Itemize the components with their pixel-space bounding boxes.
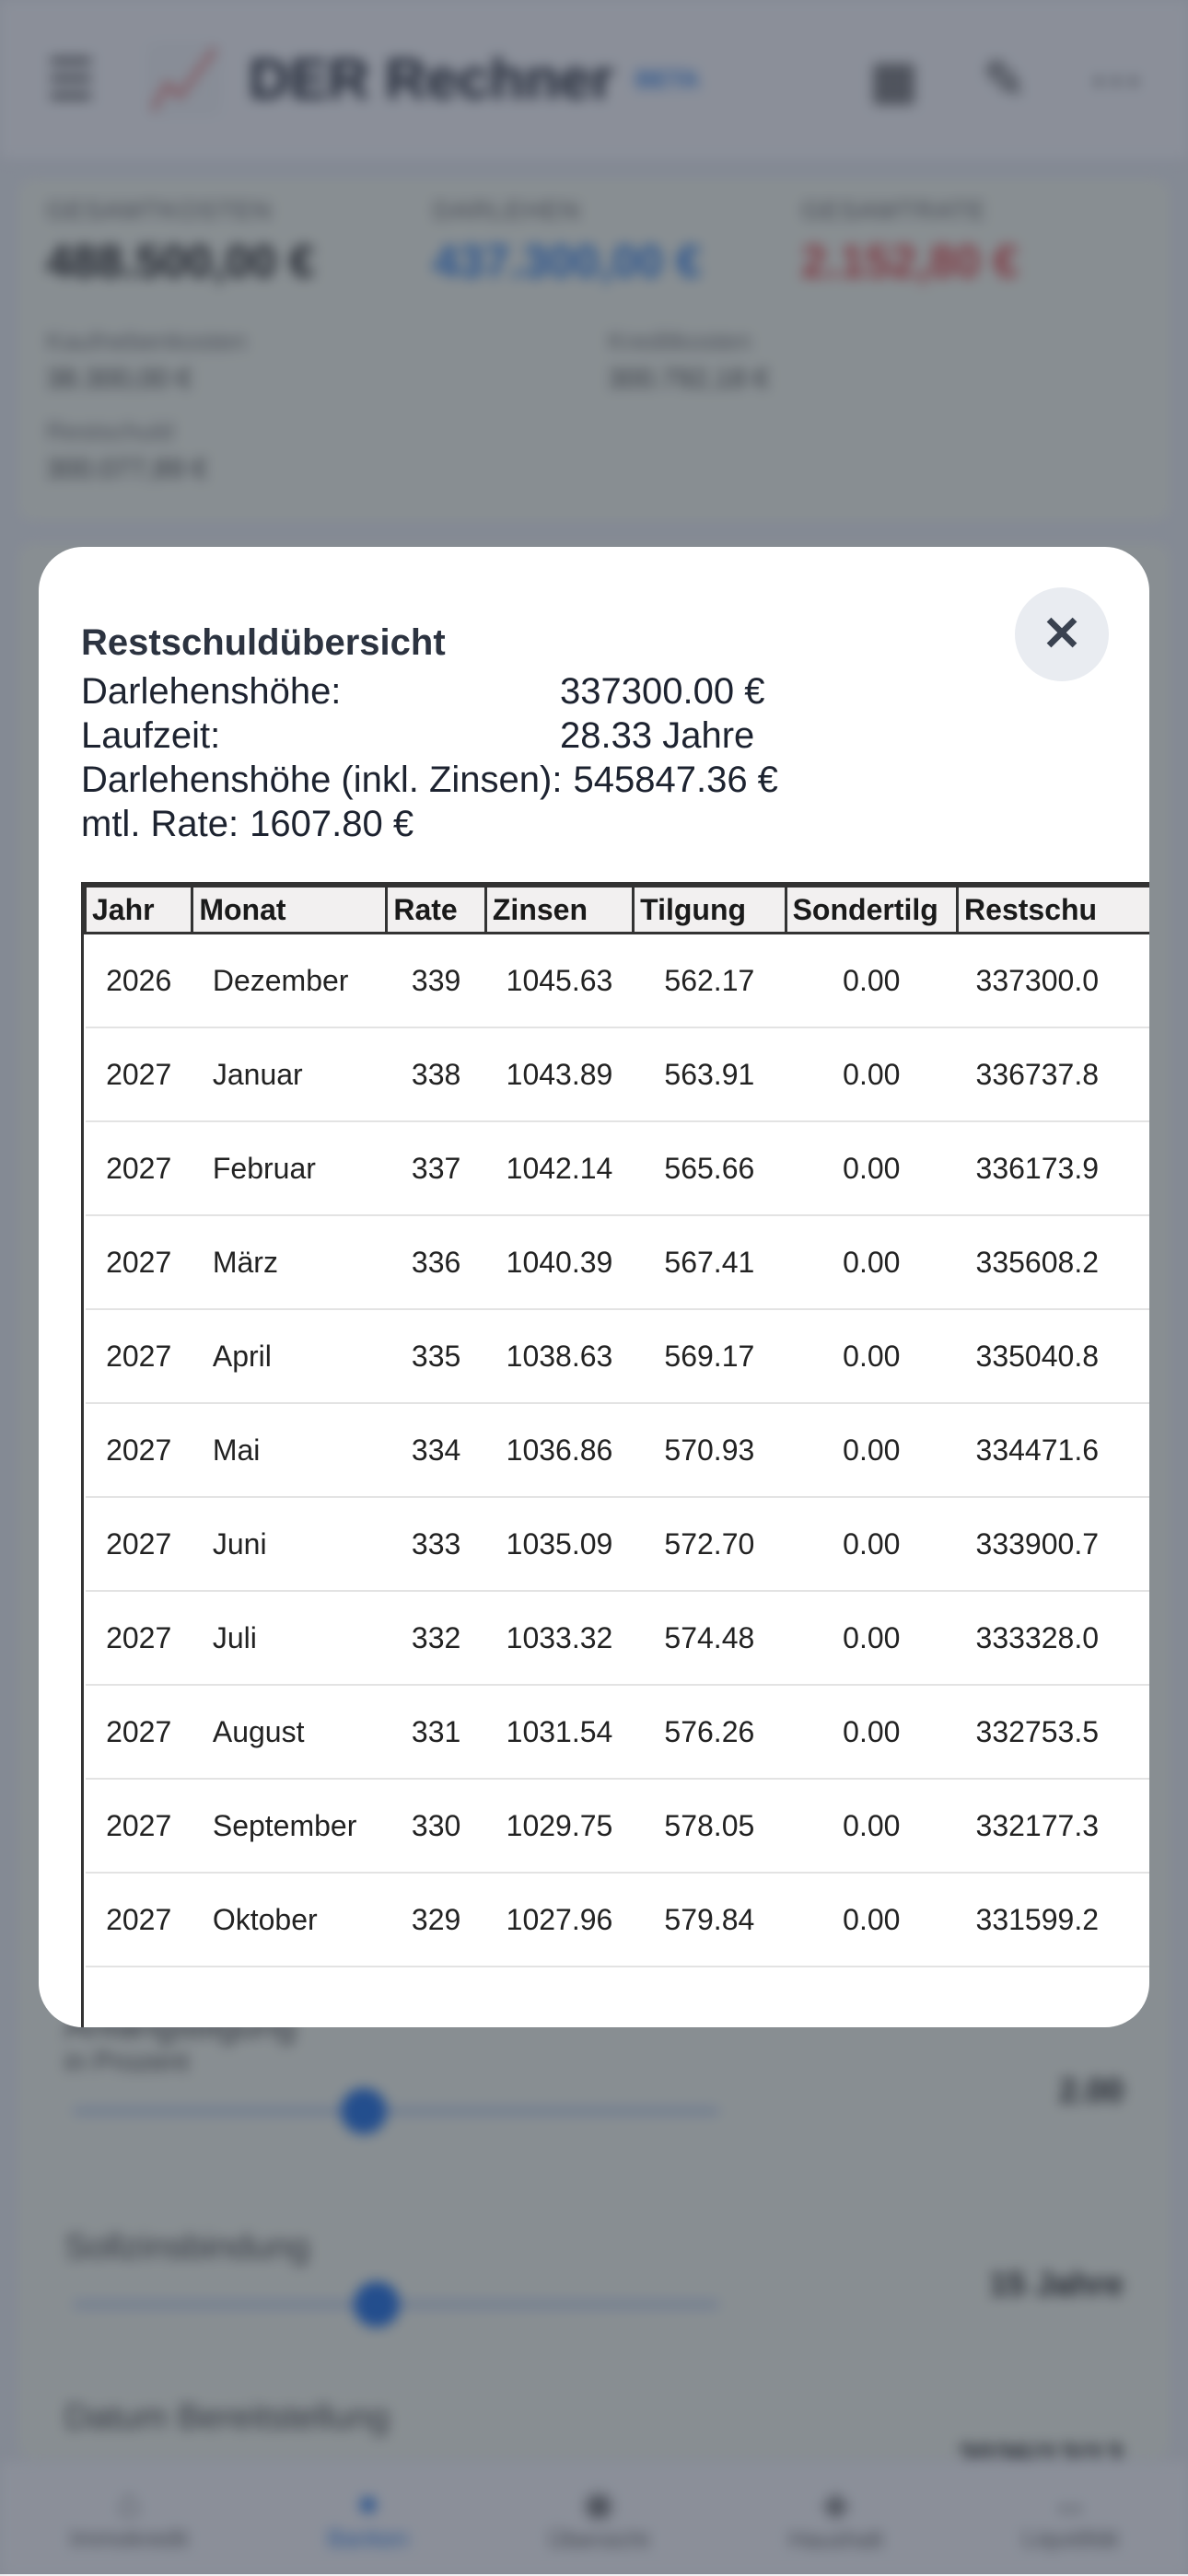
table-row: [86, 934, 1150, 1028]
cell-tilgung: 578.05: [634, 1779, 786, 1873]
cell-zinsen: 1031.54: [485, 1685, 633, 1779]
cell-sondertilgung: 0.00: [786, 1779, 957, 1873]
cell-monat: Mai: [192, 1403, 387, 1497]
header-restschuld: Restschu: [958, 887, 1149, 934]
header-sondertilgung: Sondertilg: [786, 887, 957, 934]
table-row: [86, 1779, 1150, 1873]
rate-label: mtl. Rate:: [81, 804, 239, 844]
table-row: [86, 1497, 1150, 1591]
cell-rate: 331: [387, 1685, 486, 1779]
cell-tilgung: 567.41: [634, 1215, 786, 1309]
table-row: [86, 1873, 1150, 1967]
darlehenshoehe-value: 337300.00 €: [560, 671, 765, 712]
cell-zinsen: 1027.96: [485, 1873, 633, 1967]
cell-zinsen: 1036.86: [485, 1403, 633, 1497]
table-row: [86, 1121, 1150, 1215]
cell-zinsen: 1029.75: [485, 1779, 633, 1873]
cell-rate: 333: [387, 1497, 486, 1591]
cell-tilgung: 574.48: [634, 1591, 786, 1685]
cell-monat: August: [192, 1685, 387, 1779]
header-monat: Monat: [192, 887, 387, 934]
cell-jahr: 2027: [86, 1121, 192, 1215]
darlehenshoehe-row: [81, 669, 778, 714]
cell-restschuld: 336737.8: [958, 1027, 1149, 1121]
table-row: [86, 1591, 1150, 1685]
restschuld-modal: [39, 547, 1149, 2027]
cell-sondertilgung: 0.00: [786, 1027, 957, 1121]
close-button[interactable]: [1015, 587, 1109, 681]
header-tilgung: Tilgung: [634, 887, 786, 934]
header-jahr: Jahr: [86, 887, 192, 934]
cell-jahr: 2027: [86, 1873, 192, 1967]
header-zinsen: Zinsen: [485, 887, 633, 934]
cell-jahr: 2027: [86, 1591, 192, 1685]
cell-sondertilgung: 0.00: [786, 1873, 957, 1967]
cell-jahr: 2027: [86, 1779, 192, 1873]
darlehen-inkl-zinsen-label: Darlehenshöhe (inkl. Zinsen):: [81, 760, 563, 800]
rate-value: 1607.80 €: [250, 804, 414, 844]
cell-zinsen: 1043.89: [485, 1027, 633, 1121]
cell-zinsen: 1033.32: [485, 1591, 633, 1685]
cell-jahr: 2026: [86, 934, 192, 1028]
cell-jahr: 2027: [86, 1685, 192, 1779]
cell-restschuld: 336173.9: [958, 1121, 1149, 1215]
cell-zinsen: 1038.63: [485, 1309, 633, 1403]
cell-sondertilgung: 0.00: [786, 1215, 957, 1309]
cell-restschuld: 335040.8: [958, 1309, 1149, 1403]
table-row: [86, 1309, 1150, 1403]
cell-monat: März: [192, 1215, 387, 1309]
amortization-table: [84, 885, 1149, 1967]
cell-sondertilgung: 0.00: [786, 1685, 957, 1779]
cell-restschuld: 331599.2: [958, 1873, 1149, 1967]
rate-row: [81, 802, 778, 846]
cell-restschuld: 335608.2: [958, 1215, 1149, 1309]
cell-restschuld: 333328.0: [958, 1591, 1149, 1685]
cell-rate: 338: [387, 1027, 486, 1121]
amortization-table-scroll[interactable]: [81, 882, 1149, 2027]
cell-sondertilgung: 0.00: [786, 1121, 957, 1215]
cell-tilgung: 572.70: [634, 1497, 786, 1591]
cell-rate: 339: [387, 934, 486, 1028]
table-row: [86, 1027, 1150, 1121]
laufzeit-row: [81, 714, 778, 758]
cell-zinsen: 1045.63: [485, 934, 633, 1028]
cell-jahr: 2027: [86, 1027, 192, 1121]
table-header-row: [86, 887, 1150, 934]
cell-tilgung: 569.17: [634, 1309, 786, 1403]
darlehen-inkl-zinsen-value: 545847.36 €: [573, 760, 778, 800]
darlehenshoehe-label: Darlehenshöhe:: [81, 671, 342, 712]
cell-jahr: 2027: [86, 1309, 192, 1403]
cell-restschuld: 332753.5: [958, 1685, 1149, 1779]
cell-rate: 329: [387, 1873, 486, 1967]
cell-sondertilgung: 0.00: [786, 1591, 957, 1685]
cell-tilgung: 565.66: [634, 1121, 786, 1215]
cell-monat: Januar: [192, 1027, 387, 1121]
table-row: [86, 1685, 1150, 1779]
cell-sondertilgung: 0.00: [786, 1309, 957, 1403]
cell-zinsen: 1042.14: [485, 1121, 633, 1215]
cell-monat: Juli: [192, 1591, 387, 1685]
cell-tilgung: 579.84: [634, 1873, 786, 1967]
cell-restschuld: 333900.7: [958, 1497, 1149, 1591]
cell-restschuld: 334471.6: [958, 1403, 1149, 1497]
cell-jahr: 2027: [86, 1215, 192, 1309]
modal-title: Restschuldübersicht: [81, 622, 446, 663]
table-row: [86, 1215, 1150, 1309]
cell-zinsen: 1040.39: [485, 1215, 633, 1309]
laufzeit-label: Laufzeit:: [81, 715, 221, 756]
cell-tilgung: 563.91: [634, 1027, 786, 1121]
cell-zinsen: 1035.09: [485, 1497, 633, 1591]
table-row: [86, 1403, 1150, 1497]
header-rate: Rate: [387, 887, 486, 934]
cell-sondertilgung: 0.00: [786, 934, 957, 1028]
cell-tilgung: 562.17: [634, 934, 786, 1028]
cell-monat: April: [192, 1309, 387, 1403]
cell-monat: Oktober: [192, 1873, 387, 1967]
cell-monat: Februar: [192, 1121, 387, 1215]
darlehen-inkl-zinsen-row: [81, 758, 778, 802]
cell-rate: 330: [387, 1779, 486, 1873]
cell-monat: Dezember: [192, 934, 387, 1028]
cell-rate: 332: [387, 1591, 486, 1685]
cell-tilgung: 576.26: [634, 1685, 786, 1779]
cell-rate: 334: [387, 1403, 486, 1497]
cell-restschuld: 337300.0: [958, 934, 1149, 1028]
laufzeit-value: 28.33 Jahre: [560, 715, 755, 756]
cell-restschuld: 332177.3: [958, 1779, 1149, 1873]
cell-sondertilgung: 0.00: [786, 1403, 957, 1497]
cell-jahr: 2027: [86, 1403, 192, 1497]
cell-tilgung: 570.93: [634, 1403, 786, 1497]
close-icon: ✕: [1042, 608, 1082, 661]
cell-sondertilgung: 0.00: [786, 1497, 957, 1591]
cell-jahr: 2027: [86, 1497, 192, 1591]
cell-monat: Juni: [192, 1497, 387, 1591]
cell-rate: 336: [387, 1215, 486, 1309]
loan-info: [81, 622, 778, 846]
cell-monat: September: [192, 1779, 387, 1873]
cell-rate: 335: [387, 1309, 486, 1403]
table-body: [86, 934, 1150, 1967]
cell-rate: 337: [387, 1121, 486, 1215]
